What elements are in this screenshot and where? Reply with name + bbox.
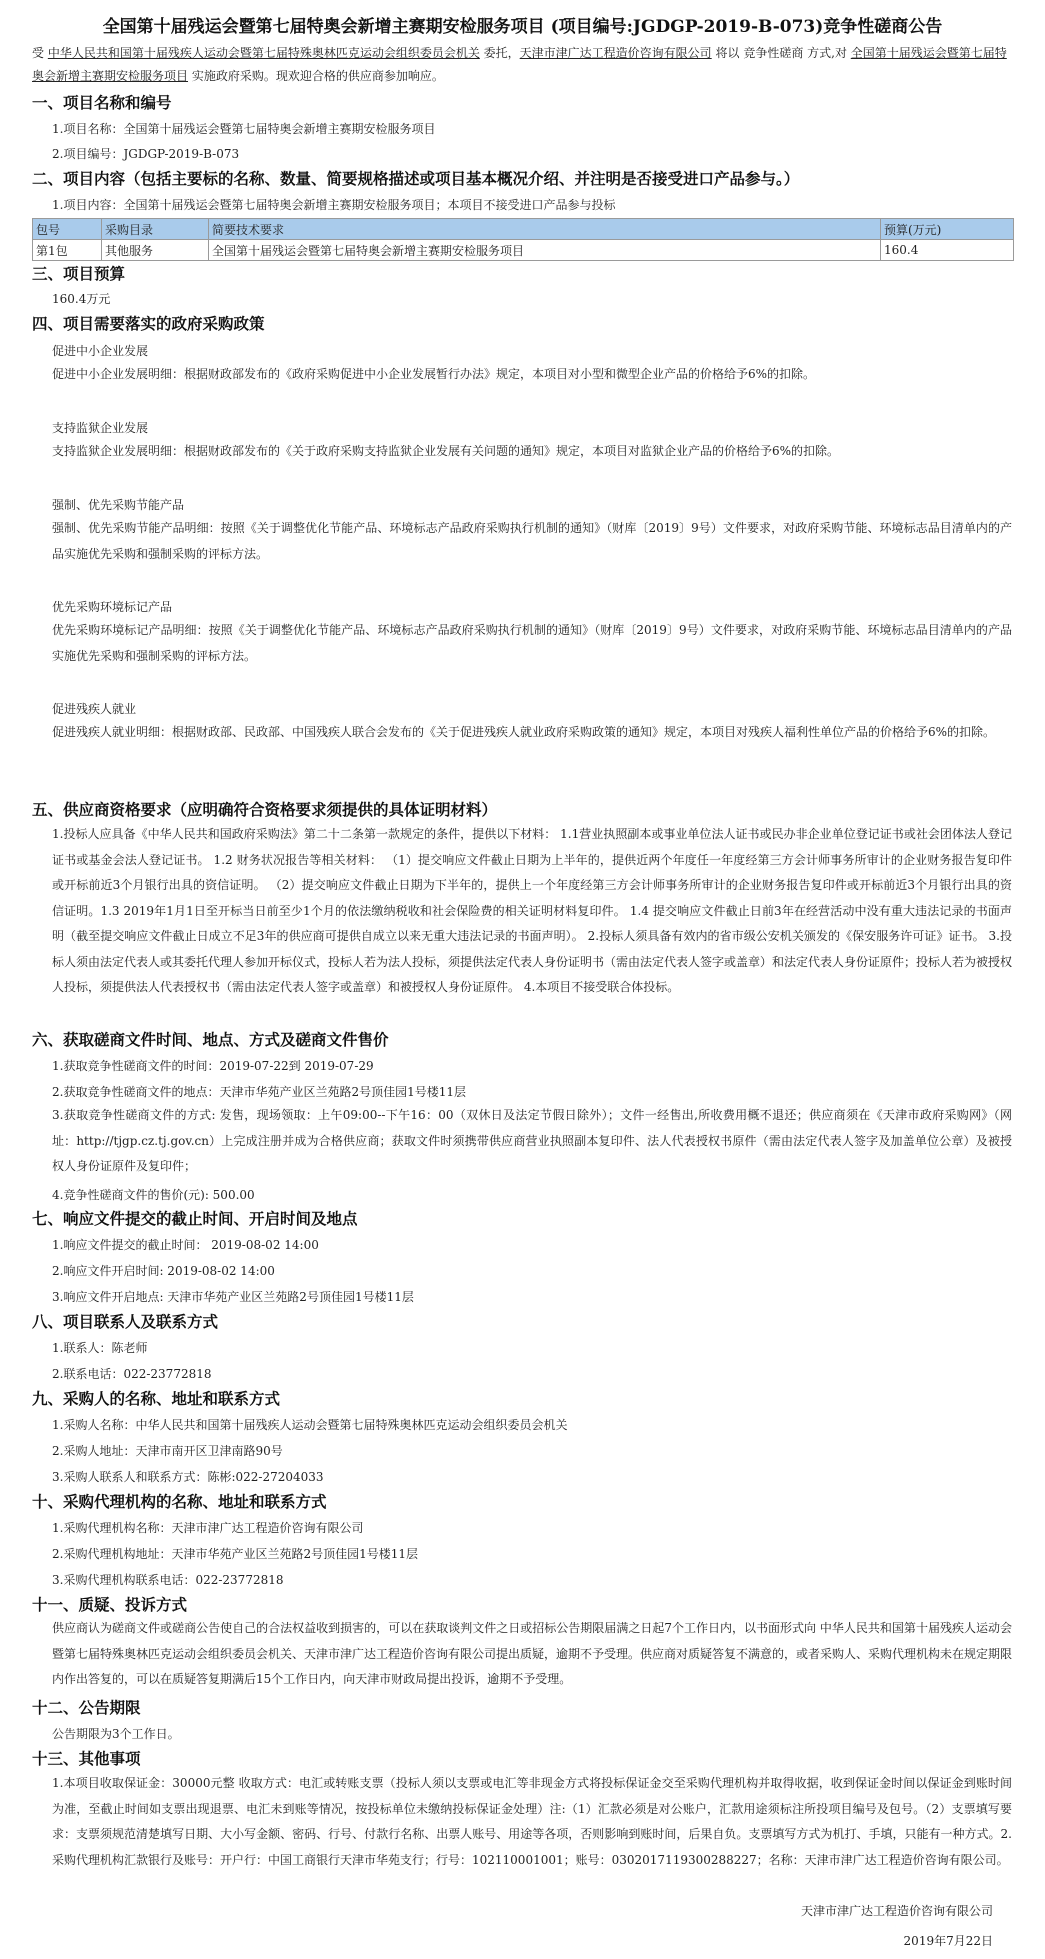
budget-line: 160.4万元 [52, 292, 111, 306]
contact-phone-line: 2.联系电话：022-23772818 [52, 1367, 212, 1381]
intro-text: 实施政府采购。现欢迎合格的供应商参加响应。 [188, 69, 444, 83]
policy-title: 优先采购环境标记产品 [52, 600, 173, 614]
table-header: 采购目录 [102, 219, 209, 240]
table-cell: 其他服务 [102, 240, 209, 261]
policy-text: 强制、优先采购节能产品明细：按照《关于调整优化节能产品、环境标志产品政府采购执行机制的通知》（财库〔2019〕9号）文件要求，对政府采购节能、环境标志品目清单内的产品实施优先采购和强制采购的评标方法。 [52, 521, 1012, 561]
section-heading: 九、采购人的名称、地址和联系方式 [32, 1389, 281, 1408]
policy-title: 促进残疾人就业 [52, 702, 137, 716]
other-matters-text: 1.本项目收取保证金：30000元整 收取方式：电汇或转账支票（投标人须以支票或电汇等非现金方式将投标保证金交至采购代理机构并取得收据，收到保证金时间以保证金到账时间为准，至截止时间如支票出现退票、电汇未到账等情况，按投标单位未缴纳投标保证金处理）注:（1）汇款必须是对公账户，汇款用途须标注所投项目编号及包号。（2）支票填写要求：支票须规范清楚填写日期、大小写金额、密码、行号、付款行名称、出票人账号、用途等各项，否则影响到账时间，后果自负。支票填写方式为机打、手填，只能有一种方式。2.采购代理机构汇款银行及账号：开户行：中国工商银行天津市华苑支行；行号：102110001001；账号：0302017119300288227；名称：天津市津广达工程造价咨询有限公司。 [52, 1776, 1012, 1867]
policy-text: 优先采购环境标记产品明细：按照《关于调整优化节能产品、环境标志产品政府采购执行机制的通知》（财库〔2019〕9号）文件要求，对政府采购节能、环境标志品目清单内的产品实施优先采购和强制采购的评标方法。 [52, 623, 1012, 663]
qualification-text: 1.投标人应具备《中华人民共和国政府采购法》第二十二条第一款规定的条件，提供以下材料： 1.1营业执照副本或事业单位法人证书或民办非企业单位登记证书或社会团体法人登记证书或基金会法人登记证书。 1.2 财务状况报告等相关材料： （1）提交响应文件截止日期为上半年的，提供近两个年度任一年度经第三方会计师事务所审计的企业财务报告复印件或开标前近3个月银行出具的资信证明。 （2）提交响应文件截止日期为下半年的，提供上一个年度经第三方会计师事务所审计的企业财务报告复印件或开标前近3个月银行出具的资信证明。1.3 2019年1月1日至开标当日前至少1个月的依法缴纳税收和社会保险费的相关证明材料复印件。 1.4 提交响应文件截止日前3年在经营活动中没有重大违法记录的书面声明（截至提交响应文件截止日成立不足3年的供应商可提供自成立以来无重大违法记录的书面声明）。 2.投标人须具备有效内的省市级公安机关颁发的《保安服务许可证》证书。 3.投标人须由法定代表人或其委托代理人参加开标仪式，投标人若为法人投标，须提供法定代表人身份证明书（需由法定代表人签字或盖章）和法定代表人身份证原件；投标人若为被授权人投标，须提供法人代表授权书（需由法定代表人签字或盖章）和被授权人身份证原件。 4.本项目不接受联合体投标。 [52, 827, 1013, 994]
section-heading: 六、获取磋商文件时间、地点、方式及磋商文件售价 [32, 1030, 389, 1049]
section-heading: 四、项目需要落实的政府采购政策 [32, 314, 265, 333]
table-header: 简要技术要求 [209, 219, 881, 240]
section-heading: 五、供应商资格要求（应明确符合资格要求须提供的具体证明材料） [32, 800, 498, 819]
agency-phone-line: 3.采购代理机构联系电话：022-23772818 [52, 1573, 284, 1587]
package-table [32, 218, 1014, 261]
section-heading: 十一、质疑、投诉方式 [32, 1595, 188, 1614]
section-heading: 八、项目联系人及联系方式 [32, 1312, 219, 1331]
agency-address-line: 2.采购代理机构地址：天津市华苑产业区兰苑路2号顶佳园1号楼11层 [52, 1547, 418, 1561]
contact-person-line: 1.联系人：陈老师 [52, 1341, 148, 1355]
section-heading: 十、采购代理机构的名称、地址和联系方式 [32, 1492, 327, 1511]
project-name-line: 1.项目名称：全国第十届残运会暨第七届特奥会新增主赛期安检服务项目 [52, 122, 436, 136]
purchaser-contact-line: 3.采购人联系人和联系方式：陈彬:022-27204033 [52, 1470, 324, 1484]
project-name: 全国第十届残运会暨第七届特奥会新增主赛期安检服务项目 [32, 46, 1007, 83]
policy-title: 促进中小企业发展 [52, 344, 149, 358]
table-cell: 160.4 [881, 240, 1014, 261]
intro-text: 将以 竞争性磋商 方式,对 [711, 46, 851, 60]
document-price-line: 4.竞争性磋商文件的售价(元): 500.00 [52, 1188, 255, 1202]
table-row [33, 240, 1014, 261]
intro-text: 委托， [479, 46, 520, 60]
project-number-line: 2.项目编号：JGDGP-2019-B-073 [52, 147, 240, 161]
table-header: 预算(万元) [881, 219, 1014, 240]
table-header: 包号 [33, 219, 102, 240]
agency-name-line: 1.采购代理机构名称：天津市津广达工程造价咨询有限公司 [52, 1521, 364, 1535]
purchaser-address-line: 2.采购人地址：天津市南开区卫津南路90号 [52, 1444, 283, 1458]
complaint-text: 供应商认为磋商文件或磋商公告使自己的合法权益收到损害的，可以在获取谈判文件之日或招标公告期限届满之日起7个工作日内，以书面形式向 中华人民共和国第十届残疾人运动会暨第七届特殊奥林匹克运动会组织委员会机关、天津市津广达工程造价咨询有限公司提出质疑，逾期不予受理。供应商对质疑答复不满意的，或者采购人、采购代理机构未在规定期限内作出答复的，可以在质疑答复期满后15个工作日内，向天津市财政局提出投诉，逾期不予受理。 [52, 1621, 1013, 1686]
purchaser-name: 中华人民共和国第十届残疾人运动会暨第七届特殊奥林匹克运动会组织委员会机关 [47, 46, 480, 60]
signature-company: 天津市津广达工程造价咨询有限公司 [800, 1904, 993, 1918]
intro-paragraph [32, 42, 1017, 88]
section-heading: 二、项目内容（包括主要标的名称、数量、简要规格描述或项目基本概况介绍、并注明是否接受进口产品参与。） [32, 169, 800, 188]
policy-text: 支持监狱企业发展明细：根据财政部发布的《关于政府采购支持监狱企业发展有关问题的通知》规定，本项目对监狱企业产品的价格给予6%的扣除。 [52, 444, 840, 458]
agency-name: 天津市津广达工程造价咨询有限公司 [519, 46, 712, 60]
project-content-line: 1.项目内容：全国第十届残运会暨第七届特奥会新增主赛期安检服务项目；本项目不接受进口产品参与投标 [52, 198, 616, 212]
document-time-line: 1.获取竞争性磋商文件的时间：2019-07-22到 2019-07-29 [52, 1059, 374, 1073]
policy-title: 支持监狱企业发展 [52, 421, 149, 435]
section-heading: 一、项目名称和编号 [32, 93, 172, 112]
policy-text: 促进中小企业发展明细：根据财政部发布的《政府采购促进中小企业发展暂行办法》规定，本项目对小型和微型企业产品的价格给予6%的扣除。 [52, 367, 816, 381]
document-place-line: 2.获取竞争性磋商文件的地点：天津市华苑产业区兰苑路2号顶佳园1号楼11层 [52, 1085, 466, 1099]
table-cell: 全国第十届残运会暨第七届特奥会新增主赛期安检服务项目 [209, 240, 881, 261]
intro-text: 受 [32, 46, 48, 60]
table-cell: 第1包 [33, 240, 102, 261]
opening-place-line: 3.响应文件开启地点: 天津市华苑产业区兰苑路2号顶佳园1号楼11层 [52, 1290, 414, 1304]
section-heading: 十二、公告期限 [32, 1698, 141, 1717]
document-method-text: 3.获取竞争性磋商文件的方式: 发售，现场领取：上午09:00--下午16：00（双休日及法定节假日除外）；文件一经售出,所收费用概不退还；供应商须在《天津市政府采购网》（网址：http://tjgp.cz.tj.gov.cn）上完成注册并成为合格供应商；获取文件时须携带供应商营业执照副本复印件、法人代表授权书原件（需由法定代表人签字及加盖单位公章）及被授权人身份证原件及复印件； [52, 1108, 1012, 1173]
notice-period-line: 公告期限为3个工作日。 [52, 1727, 180, 1741]
policy-title: 强制、优先采购节能产品 [52, 498, 185, 512]
signature-date: 2019年7月22日 [903, 1934, 993, 1948]
table-header-row [33, 219, 1014, 240]
opening-time-line: 2.响应文件开启时间: 2019-08-02 14:00 [52, 1264, 275, 1278]
deadline-line: 1.响应文件提交的截止时间： 2019-08-02 14:00 [52, 1238, 319, 1252]
policy-text: 促进残疾人就业明细：根据财政部、民政部、中国残疾人联合会发布的《关于促进残疾人就业政府采购政策的通知》规定，本项目对残疾人福利性单位产品的价格给予6%的扣除。 [52, 725, 996, 739]
section-heading: 七、响应文件提交的截止时间、开启时间及地点 [32, 1209, 358, 1228]
purchaser-name-line: 1.采购人名称：中华人民共和国第十届残疾人运动会暨第七届特殊奥林匹克运动会组织委员会机关 [52, 1418, 568, 1432]
section-heading: 三、项目预算 [32, 264, 126, 283]
page-title: 全国第十届残运会暨第七届特奥会新增主赛期安检服务项目 (项目编号:JGDGP-2019-B-073)竞争性磋商公告 [102, 17, 943, 37]
section-heading: 十三、其他事项 [32, 1749, 141, 1768]
